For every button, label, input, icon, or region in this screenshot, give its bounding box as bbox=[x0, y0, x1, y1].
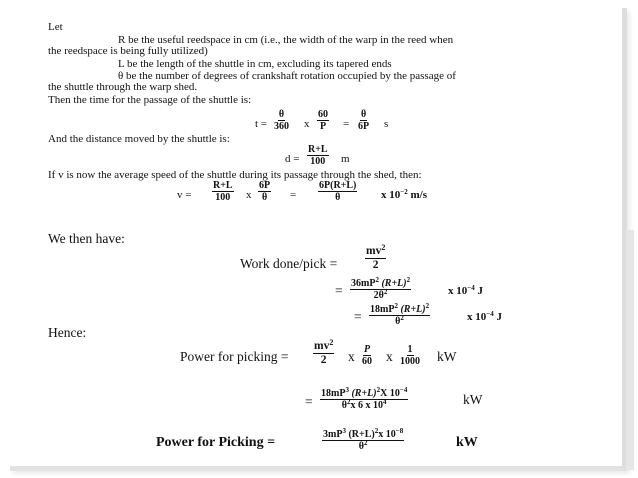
eq-v-equals: = bbox=[290, 189, 297, 201]
speed-intro: If v is now the average speed of the shuttle during its passage through the shed, then: bbox=[48, 169, 422, 181]
eq-v-tail bbox=[381, 189, 427, 201]
work-tail3-text: x 10 bbox=[467, 311, 487, 323]
power-frac4-den-exp2: 4 bbox=[383, 398, 387, 406]
work-tail3-unit: J bbox=[493, 311, 502, 323]
power-unit: kW bbox=[437, 349, 457, 364]
time-intro: Then the time for the passage of the shuttle is: bbox=[48, 94, 252, 106]
work-tail2-unit: J bbox=[474, 285, 483, 297]
work-frac3-den-exp: 2 bbox=[400, 314, 404, 322]
eq-t-frac1-den: 360 bbox=[274, 121, 289, 132]
work-eq3: = bbox=[354, 309, 362, 324]
work-frac1-num-a: mv bbox=[366, 245, 382, 257]
work-tail3 bbox=[467, 311, 502, 323]
work-frac2 bbox=[350, 278, 411, 301]
eq-d-den: 100 bbox=[310, 156, 326, 167]
theta-definition-cont: the shuttle through the warp shed. bbox=[48, 81, 198, 93]
work-tail2 bbox=[448, 285, 483, 297]
work-frac2-num-exp1: 2 bbox=[375, 276, 379, 284]
final-num-c: x 10 bbox=[378, 429, 396, 440]
work-frac1-den: 2 bbox=[372, 259, 379, 271]
eq-v-frac1-num: R+L bbox=[213, 180, 233, 191]
eq-d-lhs: d = bbox=[285, 153, 300, 165]
eq-t-frac2-num: 60 bbox=[318, 109, 328, 120]
power-frac1-num-a: mv bbox=[314, 340, 330, 352]
final-den-a: θ bbox=[358, 441, 364, 452]
power-frac4-num-exp1: 3 bbox=[345, 386, 349, 394]
theta-definition: θ be the number of degrees of crankshaft rotation occupied by the passage of bbox=[118, 70, 456, 82]
power-lhs: Power for picking = bbox=[180, 349, 289, 364]
eq-t-equals: = bbox=[343, 118, 350, 130]
eq-v-frac1 bbox=[212, 180, 234, 203]
power-frac1-den: 2 bbox=[320, 354, 327, 366]
work-frac3-num-b: (R+L) bbox=[397, 304, 426, 315]
final-num-exp2: 2 bbox=[374, 427, 379, 435]
power-frac4-den-b: x 6 x 10 bbox=[350, 400, 384, 411]
eq-t-lhs: t = bbox=[255, 118, 268, 130]
power-frac4-num-exp2: 2 bbox=[376, 386, 381, 394]
eq-t-frac3 bbox=[358, 109, 369, 132]
eq-v-frac3 bbox=[318, 180, 357, 203]
work-frac3 bbox=[369, 304, 430, 327]
work-frac3-den-a: θ bbox=[395, 316, 401, 327]
eq-t-frac3-den: 6P bbox=[358, 121, 370, 132]
distance-intro: And the distance moved by the shuttle is: bbox=[48, 133, 230, 145]
eq-v-exp: −2 bbox=[400, 188, 408, 196]
final-num-exp3: −8 bbox=[395, 427, 404, 435]
final-lhs: Power for Picking = bbox=[156, 435, 276, 450]
work-frac1-num-exp: 2 bbox=[381, 243, 386, 252]
final-frac bbox=[322, 429, 404, 452]
work-frac2-den-a: 2θ bbox=[373, 290, 384, 301]
eq-v-frac3-num: 6P(R+L) bbox=[319, 180, 357, 191]
work-frac2-den-exp: 2 bbox=[383, 288, 388, 296]
hence-label: Hence: bbox=[48, 325, 87, 340]
power-frac1-num-exp: 2 bbox=[329, 338, 334, 347]
final-num-exp1: 3 bbox=[342, 427, 346, 435]
power-frac1-num bbox=[313, 340, 334, 354]
work-frac2-den bbox=[374, 290, 388, 301]
power-frac4-den-exp1: 2 bbox=[347, 398, 351, 406]
side-accent bbox=[626, 230, 634, 470]
eq-t-frac1 bbox=[274, 109, 289, 132]
power-frac3-den: 1000 bbox=[400, 356, 420, 367]
let-label: Let bbox=[48, 21, 63, 33]
work-frac2-num-exp2: 2 bbox=[406, 276, 411, 284]
power-frac4-num bbox=[320, 388, 408, 400]
work-eq2: = bbox=[335, 283, 343, 298]
final-num-a: 3mP bbox=[323, 429, 343, 440]
power-times2: x bbox=[386, 349, 393, 364]
work-frac3-num-exp2: 2 bbox=[425, 302, 430, 310]
eq-v-frac3-den: θ bbox=[335, 192, 341, 203]
r-definition-cont: the reedspace is being fully utilized) bbox=[48, 45, 208, 57]
eq-v-unit: m/s bbox=[407, 189, 427, 201]
power-frac2-den: 60 bbox=[362, 356, 372, 367]
work-frac3-den bbox=[395, 316, 404, 327]
power-frac2 bbox=[362, 344, 372, 367]
eq-v-tail-text: x 10 bbox=[381, 189, 401, 201]
final-den-exp: 2 bbox=[363, 439, 368, 447]
eq-t-times: x bbox=[304, 118, 310, 130]
power-eq2: = bbox=[305, 394, 313, 409]
final-den bbox=[359, 441, 368, 452]
we-then-have: We then have: bbox=[48, 231, 125, 246]
eq-t-frac2-den: P bbox=[319, 121, 327, 132]
power-frac3 bbox=[400, 344, 420, 367]
power-unit2: kW bbox=[463, 392, 483, 407]
eq-v-frac2-den: θ bbox=[261, 192, 268, 203]
eq-v-frac2 bbox=[258, 180, 271, 203]
power-frac4-num-c: X 10 bbox=[380, 388, 400, 399]
work-frac3-num-exp1: 2 bbox=[394, 302, 398, 310]
eq-t-frac3-num: θ bbox=[360, 109, 367, 120]
work-tail2-exp: −4 bbox=[467, 284, 475, 292]
eq-v-lhs: v = bbox=[177, 189, 192, 201]
power-frac4-num-exp3: −4 bbox=[399, 386, 408, 394]
eq-t-frac2 bbox=[317, 109, 329, 132]
power-frac4-den-a: θ bbox=[341, 400, 348, 411]
eq-v-frac1-den: 100 bbox=[215, 192, 231, 203]
power-frac4-num-b: (R+L) bbox=[348, 388, 377, 399]
power-frac3-num: 1 bbox=[407, 344, 413, 355]
eq-d-num: R+L bbox=[308, 144, 328, 155]
eq-v-times: x bbox=[246, 189, 252, 201]
final-num-b: (R+L) bbox=[345, 429, 375, 440]
power-frac2-num: P bbox=[363, 344, 371, 355]
work-frac2-num-b: (R+L) bbox=[378, 278, 407, 289]
eq-t-frac1-num: θ bbox=[278, 109, 285, 120]
work-frac1-num bbox=[365, 245, 386, 259]
l-definition: L be the length of the shuttle in cm, excluding its tapered ends bbox=[118, 58, 392, 70]
eq-d-frac bbox=[307, 144, 329, 167]
work-frac3-num-a: 18mP bbox=[370, 304, 395, 315]
final-unit: kW bbox=[456, 435, 478, 450]
eq-v-frac2-num: 6P bbox=[259, 180, 271, 191]
r-definition: R be the useful reedspace in cm (i.e., the width of the warp in the reed when bbox=[118, 34, 454, 46]
power-frac1 bbox=[313, 340, 334, 367]
eq-d-unit: m bbox=[341, 153, 350, 165]
work-lhs: Work done/pick = bbox=[240, 256, 338, 271]
power-frac4-num-a: 18mP bbox=[321, 388, 346, 399]
power-frac4 bbox=[320, 388, 408, 411]
power-times1: x bbox=[348, 349, 355, 364]
work-tail3-exp: −4 bbox=[486, 310, 494, 318]
work-frac2-num bbox=[350, 278, 411, 290]
power-frac4-den bbox=[342, 400, 387, 411]
work-frac1 bbox=[365, 245, 386, 272]
work-tail2-text: x 10 bbox=[448, 285, 468, 297]
eq-t-unit: s bbox=[384, 118, 389, 130]
work-frac2-num-a: 36mP bbox=[351, 278, 376, 289]
